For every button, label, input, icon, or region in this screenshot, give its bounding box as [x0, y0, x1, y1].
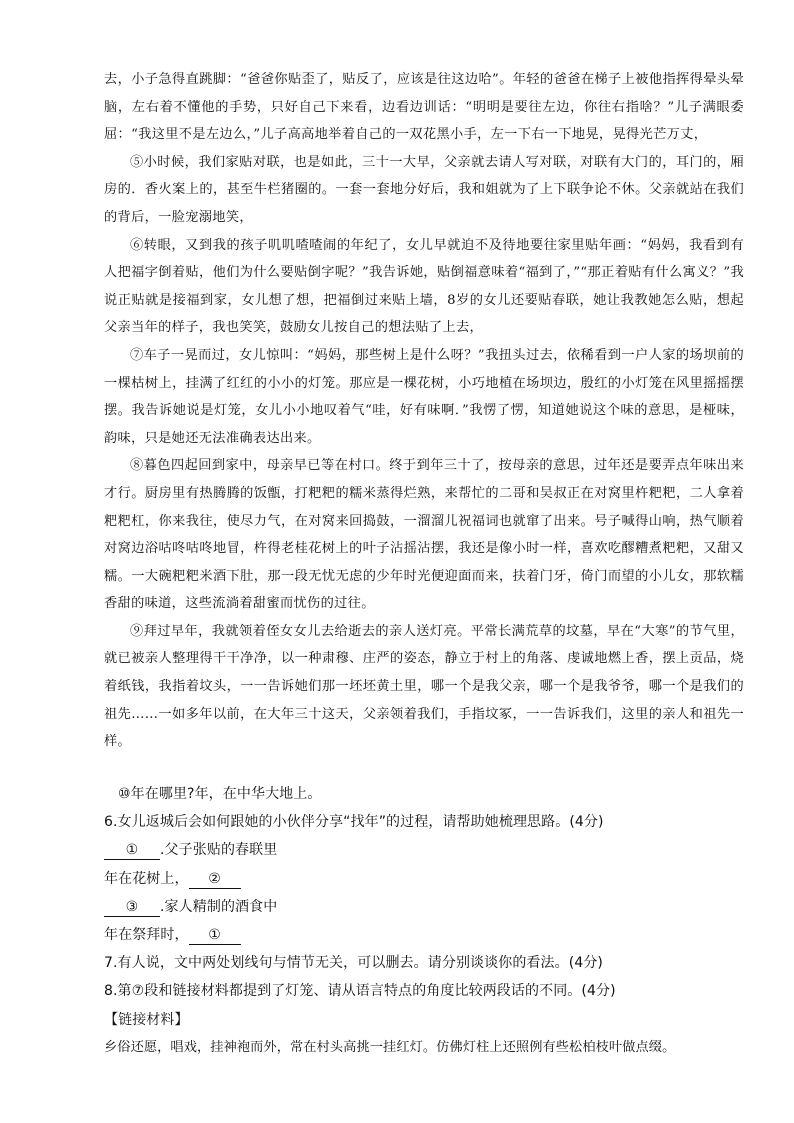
passage-paragraph-5: ⑤小时候，我们家贴对联，也是如此，三十一大早，父亲就去请人写对联，对联有大门的，耳门的，厢房的．香火案上的，甚至牛栏猪圈的。一套一套地分好后，我和姐就为了上下联争论不休。父亲就站在我们的背后，一脸宠溺地笑，: [104, 154, 744, 225]
passage-paragraph-10: ⑩年在哪里?年，在中华大地上。: [118, 786, 322, 802]
answer-blank-4[interactable]: ①: [189, 926, 241, 945]
q6-line-1-text: .父子张贴的春联里: [160, 842, 278, 859]
passage-paragraph-8: ⑧暮色四起回到家中，母亲早已等在村口。终于到年三十了，按母亲的意思，过年还是要弄点年味出来才行。厨房里有热腾腾的饭甑，打粑粑的糯米蒸得烂熟，来帮忙的二哥和吴叔正在对窝里杵粑粑，二人拿着粑粑杠，你来我往，使尽力气，在对窝来回捣鼓，一溜溜儿祝福词也就窜了出来。号子喊得山响，热气顺着对窝边浴咕咚咕咚地冒，杵得老桂花树上的叶子沾摇沾摆，我还是像小时一样，喜欢吃醪糟煮粑粑，又甜又糯。一大碗粑粑米酒下肚，那一段无忧无虑的少年时光便迎面而来，扶着门牙，倚门而望的小儿女，那软糯香甜的味道，这些流淌着甜蜜而忧伤的过往。: [104, 458, 744, 612]
answer-blank-2[interactable]: ②: [189, 870, 241, 889]
reading-passage: [104, 66, 744, 756]
q6-line-4-prefix: 年在祭拜时，: [104, 927, 189, 944]
q6-line-2-prefix: 年在花树上，: [104, 870, 189, 887]
q6-line-1: [104, 836, 744, 864]
link-material-title: 【链接材料】: [104, 1011, 189, 1028]
q6-line-3: [104, 893, 744, 921]
q6-line-4: [104, 921, 744, 949]
q6-line-2: [104, 865, 744, 893]
answer-blank-3[interactable]: ③: [104, 898, 160, 917]
passage-paragraph-9: ⑨拜过早年，我就领着侄女女儿去给逝去的亲人送灯亮。平常长满荒草的坟墓，早在“大寒”的节气里，就已被亲人整理得干干净净，以一种肃穆、庄严的姿态，静立于村上的角落、虔诚地燃上香，摆上贡品，烧着纸钱，我指着坟头，一一告诉她们那一坯坯黄土里，哪一个是我父亲，哪一个是我爷爷，哪一个是我们的祖先……一如多年以前，在大年三十这天，父亲领着我们，手指坟冢，一一告诉我们，这里的亲人和祖先一样。: [104, 623, 744, 750]
question-6: 6.女儿返城后会如何跟她的小伙伴分享“找年”的过程，请帮助她梳理思路。(4分): [104, 814, 604, 831]
question-7: 7.有人说，文中两处划线句与情节无关，可以删去。请分别谈谈你的看法。(4分): [104, 955, 603, 972]
passage-paragraph-6: ⑥转眼，又到我的孩子叽叽喳喳闹的年纪了，女儿早就迫不及待地要往家里贴年画：“妈妈，我看到有人把福字倒着贴，他们为什么要贴倒字呢？”我告诉她，贴倒福意味着“福到了，”“那正着贴有什么寓义？”我说正贴就是接福到家，女儿想了想，把福倒过来贴上墙，8岁的女儿还要贴春联，她让我教她怎么贴，想起父亲当年的样子，我也笑笑，鼓励女儿按自己的想法贴了上去，: [104, 237, 744, 336]
q6-line-3-text: .家人精制的酒食中: [160, 898, 278, 915]
passage-paragraph-intro: 去，小子急得直跳脚：“爸爸你贴歪了，贴反了，应该是往这边哈”。年轻的爸爸在梯子上被他指挥得晕头晕脑，左右着不懂他的手势，只好自己下来看，边看边训话：“明明是要往左边，你往右指啥？”儿子满眼委屈：“我这里不是左边么，”儿子高高地举着自己的一双花黑小手，左一下右一下地晃，晃得光芒万丈，: [104, 72, 744, 143]
question-8: 8.第⑦段和链接材料都提到了灯笼、请从语言特点的角度比较两段话的不同。(4分): [104, 983, 616, 1000]
passage-paragraph-7: ⑦车子一晃而过，女儿惊叫：“妈妈，那些树上是什么呀？”我扭头过去，依稀看到一户人家的场坝前的一棵枯树上，挂满了红红的小小的灯笼。那应是一棵花树，小巧地植在场坝边，殷红的小灯笼在风里摇摇摆摆。我告诉她说是灯笼，女儿小小地叹着气“哇，好有味啊．”我愣了愣，知道她说这个味的意思，是桠味，韵味，只是她还无法准确表达出来。: [104, 347, 744, 446]
link-material-text: 乡俗还愿，唱戏，挂神袍而外，常在村头高挑一挂红灯。仿佛灯柱上还照例有些松柏枝叶做点缀。: [104, 1039, 676, 1055]
questions-section: [104, 780, 744, 1062]
answer-blank-1[interactable]: ①: [104, 841, 160, 860]
